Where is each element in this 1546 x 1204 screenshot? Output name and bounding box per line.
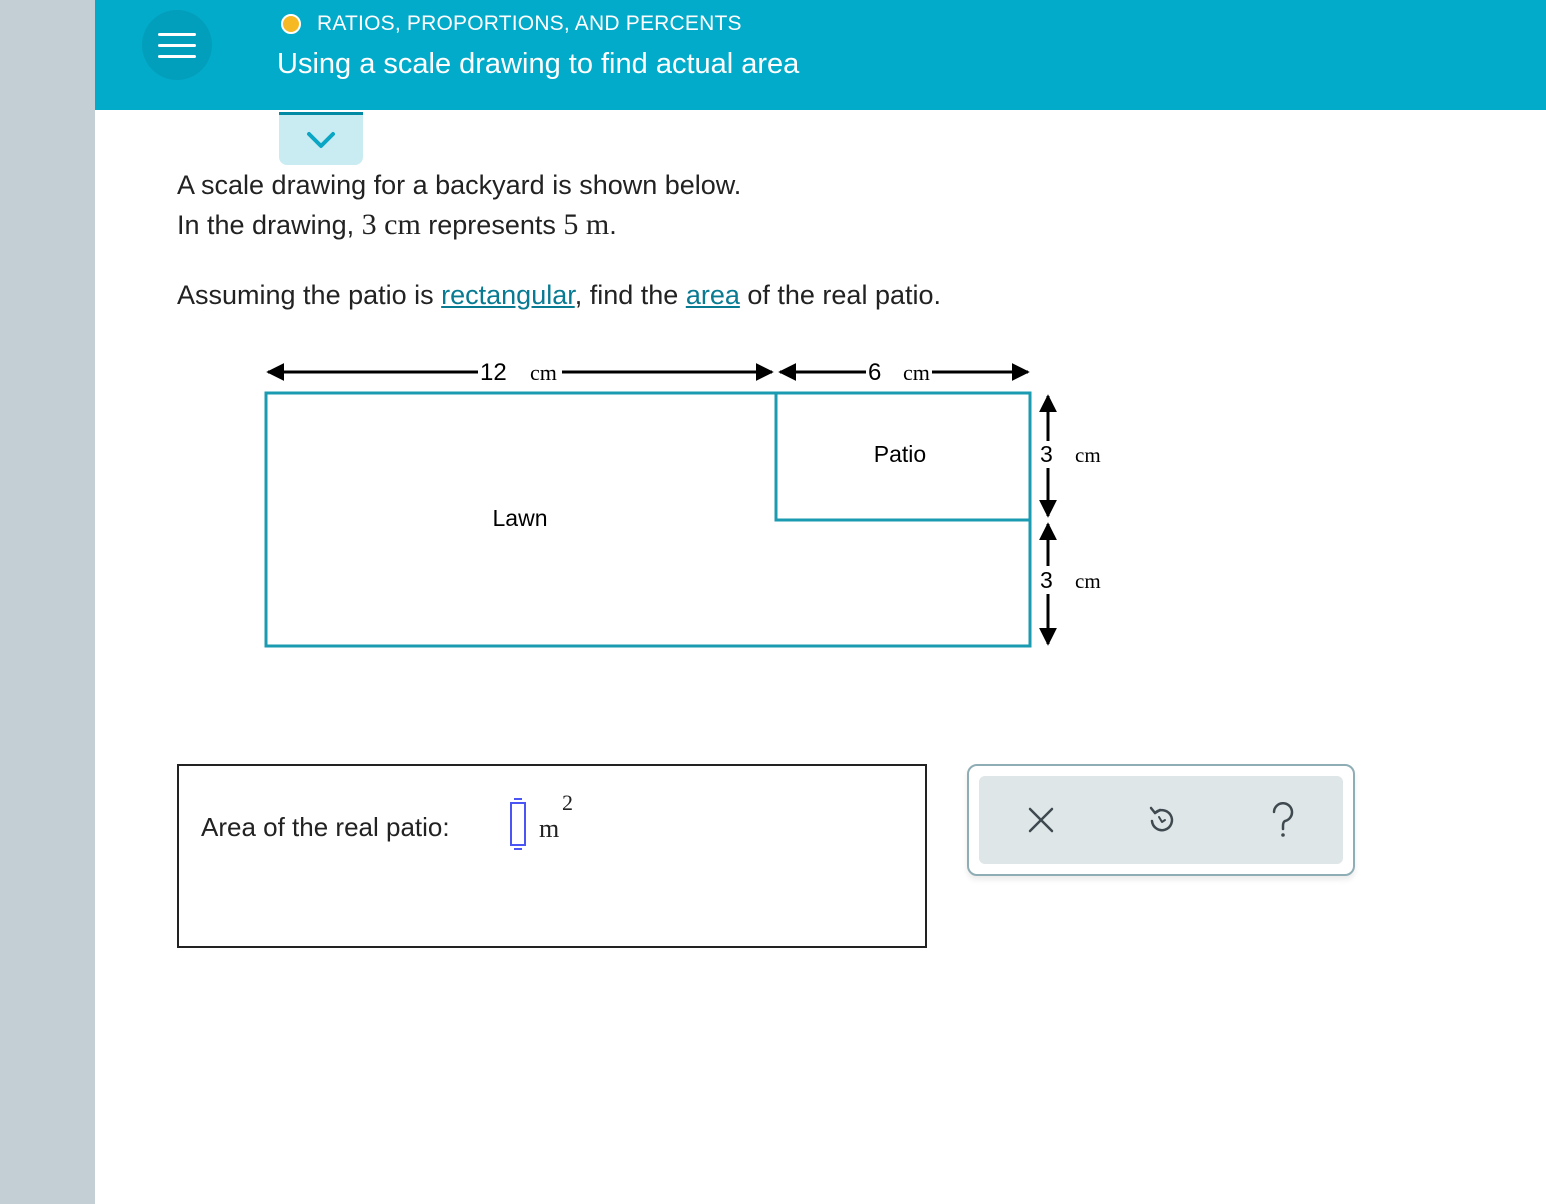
scale-drawing-length: 3 cm: [361, 208, 421, 241]
area-glossary-link[interactable]: area: [685, 280, 740, 310]
page-title: Using a scale drawing to find actual area: [277, 48, 800, 80]
dim-lower-3-unit: cm: [1075, 569, 1101, 593]
answer-tools-panel: [967, 764, 1355, 876]
help-button[interactable]: [1261, 798, 1305, 842]
scale-actual-length: 5 m: [563, 208, 610, 241]
answer-unit: m: [539, 814, 560, 843]
dim-upper-3-unit: cm: [1075, 443, 1101, 467]
dim-6-unit: cm: [903, 360, 930, 385]
patio-label: Patio: [873, 441, 927, 467]
dim-12-unit: cm: [530, 360, 557, 385]
question-text: Assuming the patio is rectangular, find the area of the real patio.: [177, 280, 941, 310]
dim-6-number: 6: [868, 359, 882, 386]
dim-12-number: 12: [480, 359, 507, 386]
rectangular-glossary-link[interactable]: rectangular: [441, 280, 575, 310]
answer-unit-exponent: 2: [562, 790, 573, 815]
dim-upper-3-number: 3: [1040, 441, 1053, 467]
help-icon: [1268, 802, 1298, 838]
clear-button[interactable]: [1019, 798, 1063, 842]
answer-area: [177, 764, 927, 948]
lawn-label: Lawn: [492, 505, 548, 531]
answer-input[interactable]: [510, 802, 526, 846]
close-icon: [1027, 806, 1055, 834]
topic-name: RATIOS, PROPORTIONS, AND PERCENTS: [317, 12, 742, 35]
undo-button[interactable]: [1139, 798, 1183, 842]
problem-line-2: In the drawing, 3 cm represents 5 m.: [177, 208, 617, 241]
problem-line-1: A scale drawing for a backyard is shown below.: [177, 170, 742, 200]
undo-icon: [1146, 805, 1176, 835]
dim-lower-3-number: 3: [1040, 567, 1053, 593]
answer-label: Area of the real patio:: [201, 812, 450, 842]
